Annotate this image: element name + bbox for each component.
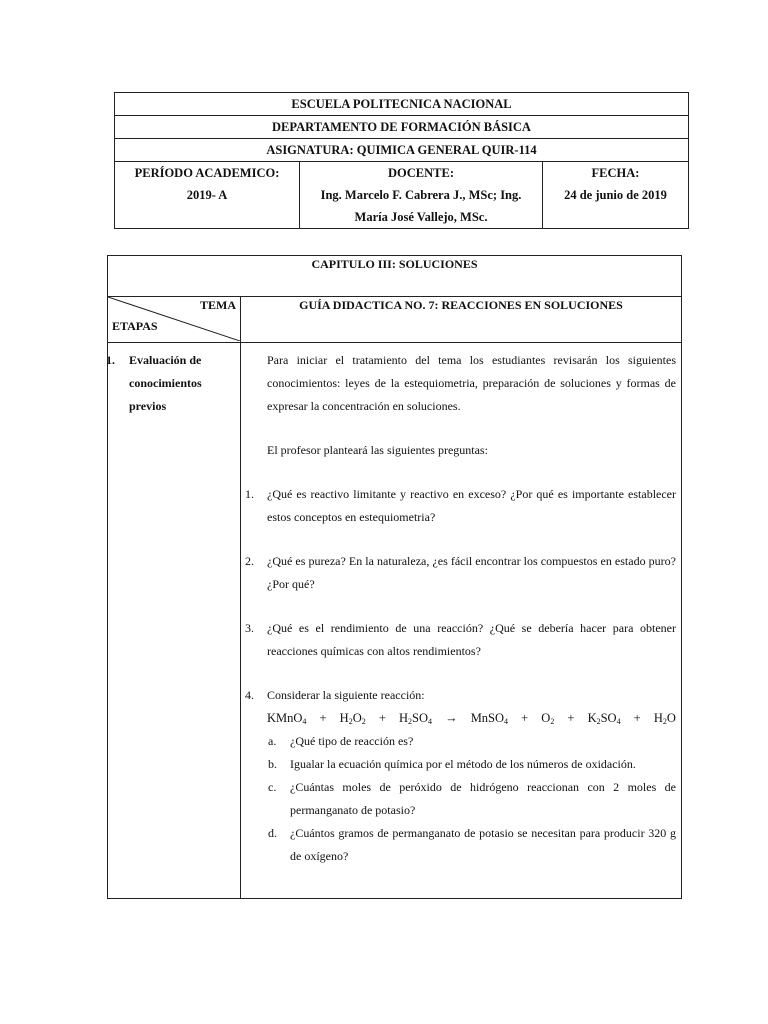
- date-value: 24 de junio de 2019: [564, 188, 667, 202]
- sub-label: b.: [268, 757, 277, 771]
- subject-name: ASIGNATURA: QUIMICA GENERAL QUIR-114: [115, 139, 689, 162]
- sub-label: a.: [268, 734, 277, 748]
- sub-text: ¿Cuántos gramos de permanganato de potasio se necesitan para producir 320 g de oxígeno?: [290, 826, 676, 863]
- tema-etapas-cell: [108, 297, 241, 343]
- sub-question-b: [267, 753, 676, 776]
- question-number: 1.: [245, 487, 254, 501]
- question-2: [245, 550, 676, 596]
- eq-h2o: $H_2O$: [653, 711, 676, 726]
- header-table: [114, 92, 689, 229]
- content-cell: [241, 343, 682, 899]
- question-text: ¿Qué es reactivo limitante y reactivo en exceso? ¿Por qué es importante establecer estos conceptos en estequiometria?: [267, 487, 676, 524]
- question-number: 4.: [245, 688, 254, 702]
- question-1: [245, 483, 676, 529]
- date-label: FECHA:: [591, 166, 640, 180]
- date-cell: [543, 162, 689, 229]
- teacher-label: DOCENTE:: [388, 166, 454, 180]
- eq-mnso4: MnSO$_4$: [470, 711, 509, 726]
- school-name: ESCUELA POLITECNICA NACIONAL: [115, 93, 689, 116]
- eq-plus: +: [567, 711, 575, 725]
- stage-cell: [108, 343, 241, 899]
- eq-k2so4: $K_2SO_4$: [587, 711, 621, 726]
- sub-question-d: [267, 822, 676, 868]
- teacher-cell: [300, 162, 543, 229]
- eq-arrow: →: [445, 711, 458, 725]
- stage-name: Evaluación de conocimientos previos: [129, 353, 202, 413]
- period-value: 2019- A: [186, 188, 228, 202]
- sub-text: Igualar la ecuación química por el método de los números de oxidación.: [290, 757, 636, 771]
- question-text: ¿Qué es pureza? En la naturaleza, ¿es fácil encontrar los compuestos en estado puro? ¿Por qué?: [267, 554, 676, 591]
- sub-question-a: [267, 730, 676, 753]
- teacher-value: Ing. Marcelo F. Cabrera J., MSc; Ing. María José Vallejo, MSc.: [320, 188, 522, 224]
- sub-text: ¿Qué tipo de reacción es?: [290, 734, 414, 748]
- sub-label: d.: [268, 826, 277, 840]
- guide-title: GUÍA DIDACTICA NO. 7: REACCIONES EN SOLUCIONES: [241, 297, 682, 343]
- eq-plus: +: [633, 711, 641, 725]
- tema-label: TEMA: [200, 298, 236, 312]
- eq-kmno4: KMnO$_4$: [267, 711, 307, 726]
- chapter-title: CAPITULO III: SOLUCIONES: [108, 256, 682, 297]
- eq-o2: $O_2$: [541, 711, 555, 726]
- question-3: [245, 617, 676, 663]
- eq-h2o2: $H_2O_2$: [339, 711, 366, 726]
- sub-text: ¿Cuántas moles de peróxido de hidrógeno reaccionan con 2 moles de permanganato de potasio?: [290, 780, 676, 817]
- eq-plus: +: [319, 711, 327, 725]
- eq-h2so4: $H_2SO_4$: [398, 711, 432, 726]
- sub-label: c.: [268, 780, 277, 794]
- guide-table: [107, 255, 682, 899]
- eq-plus: +: [521, 711, 529, 725]
- prompt-paragraph: El profesor planteará las siguientes preguntas:: [267, 443, 488, 457]
- department-name: DEPARTAMENTO DE FORMACIÓN BÁSICA: [115, 116, 689, 139]
- period-label: PERÍODO ACADEMICO:: [134, 166, 280, 180]
- question-number: 2.: [245, 554, 254, 568]
- sub-question-c: [267, 776, 676, 822]
- question-text: Considerar la siguiente reacción:: [267, 688, 425, 702]
- chemical-equation: [267, 707, 676, 730]
- intro-paragraph: Para iniciar el tratamiento del tema los estudiantes revisarán los siguientes conocimientos: leyes de la estequiometria, preparación de soluciones y formas de expresar la concentración en soluciones.: [267, 353, 676, 413]
- question-text: ¿Qué es el rendimiento de una reacción? ¿Qué se debería hacer para obtener reacciones químicas con altos rendimientos?: [267, 621, 676, 658]
- etapas-label: ETAPAS: [112, 319, 158, 333]
- question-number: 3.: [245, 621, 254, 635]
- period-cell: [115, 162, 300, 229]
- stage-number: 1.: [106, 353, 115, 367]
- question-4: [245, 684, 676, 707]
- eq-plus: +: [378, 711, 386, 725]
